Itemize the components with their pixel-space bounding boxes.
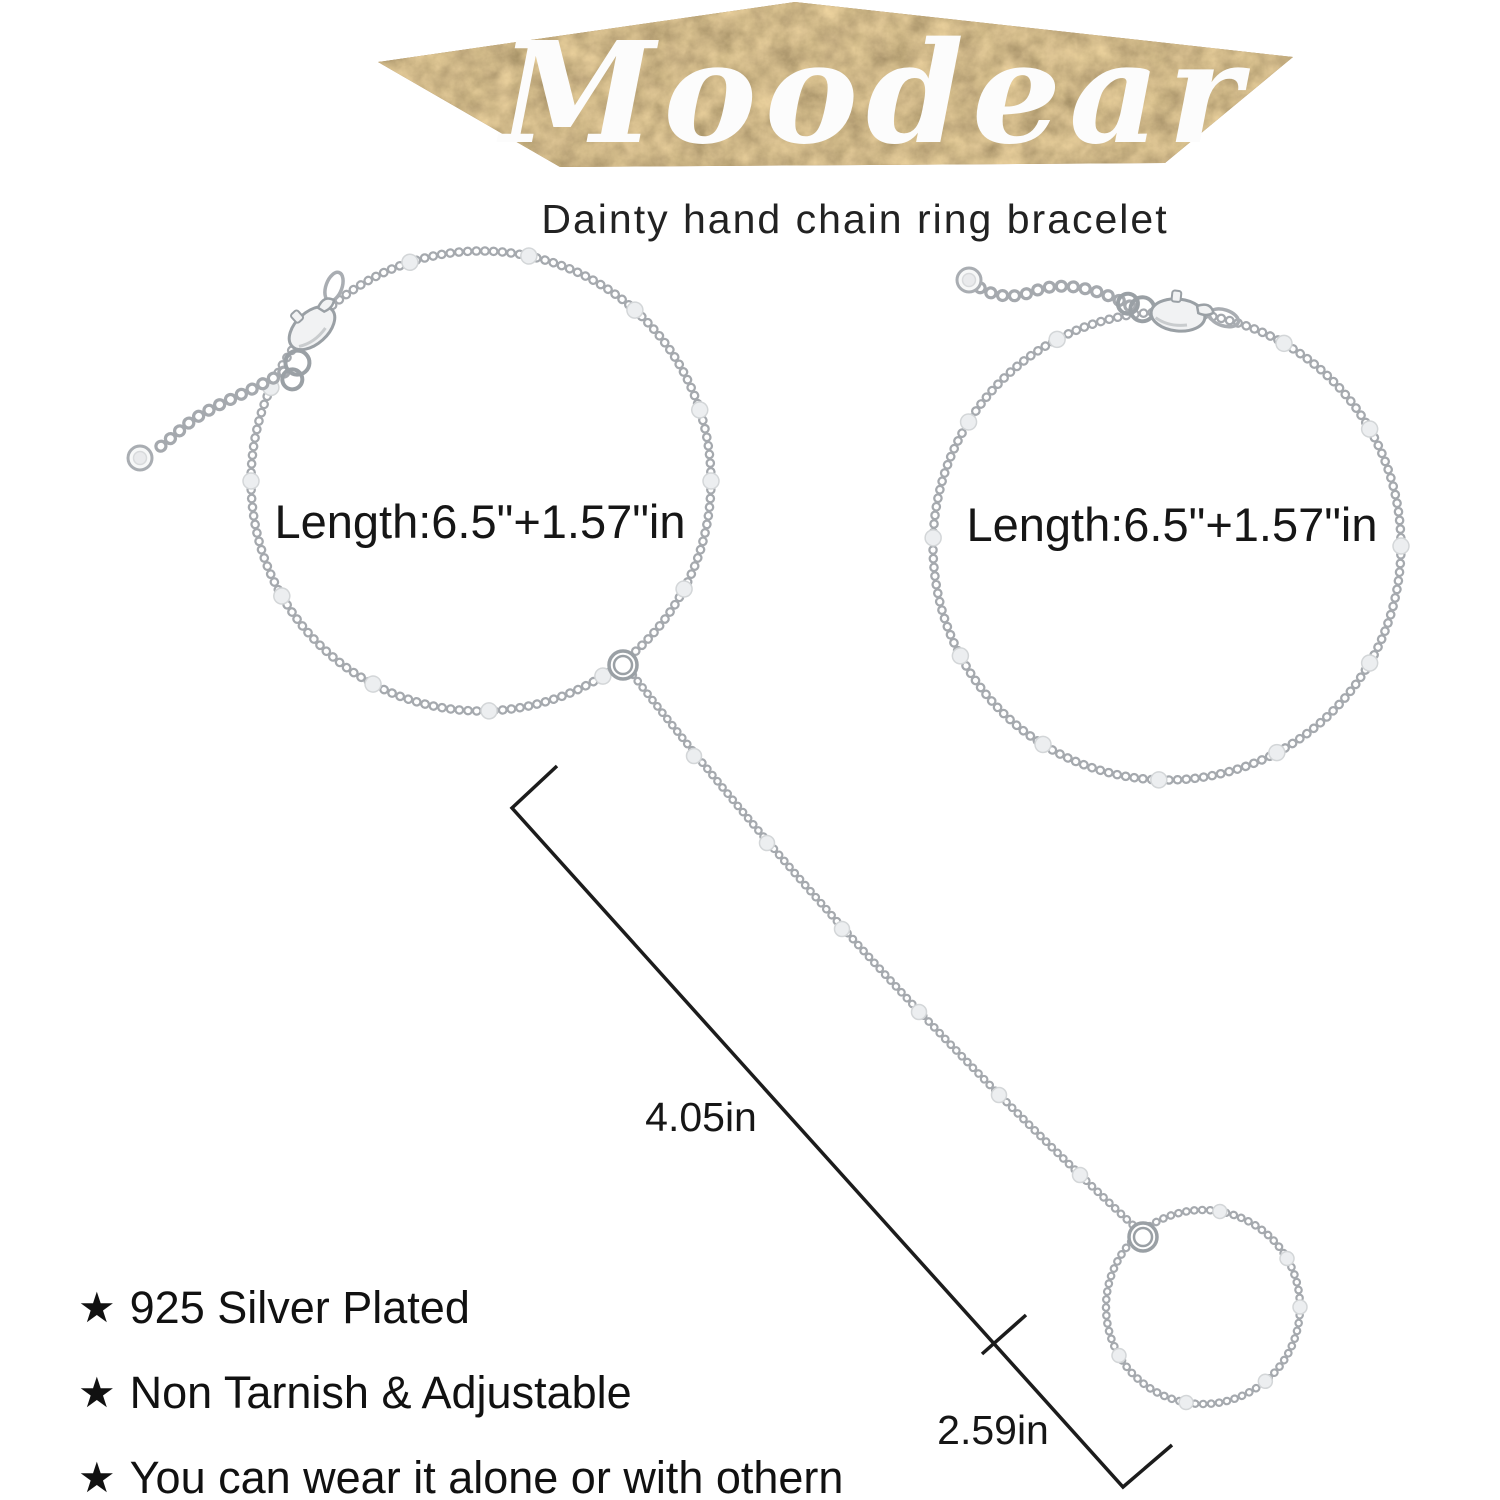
- star-icon: ★: [78, 1369, 116, 1416]
- feature-list: [78, 1284, 843, 1500]
- feature-text: You can wear it alone or with othern: [129, 1452, 844, 1500]
- drop-chain: [623, 662, 1136, 1228]
- star-icon: ★: [78, 1454, 116, 1500]
- beads-right: [925, 329, 1409, 789]
- jump-ring-top: [609, 651, 637, 679]
- jump-ring-bottom: [1129, 1223, 1157, 1251]
- brand-logo-text: Moodear: [500, 12, 1250, 176]
- feature-item: [78, 1369, 843, 1417]
- lobster-clasp-right: [1116, 285, 1243, 338]
- cz-charm-left: [128, 446, 152, 470]
- feature-text: Non Tarnish & Adjustable: [129, 1367, 632, 1418]
- feature-item: [78, 1454, 843, 1500]
- feature-text: 925 Silver Plated: [129, 1282, 470, 1333]
- bracelet-left: [128, 247, 719, 720]
- dimension-label-drop: 4.05in: [645, 1094, 757, 1140]
- feature-item: [78, 1284, 843, 1332]
- product-subtitle: Dainty hand chain ring bracelet: [541, 196, 1169, 242]
- cz-charm-right: [957, 268, 981, 292]
- dimension-label-ring: 2.59in: [937, 1407, 1049, 1453]
- length-label-left: Length:6.5"+1.57"in: [274, 495, 686, 548]
- dimension-mid-tick: [982, 1315, 1026, 1354]
- star-icon: ★: [78, 1284, 116, 1331]
- finger-ring: [1106, 1203, 1307, 1410]
- length-label-right: Length:6.5"+1.57"in: [966, 498, 1378, 551]
